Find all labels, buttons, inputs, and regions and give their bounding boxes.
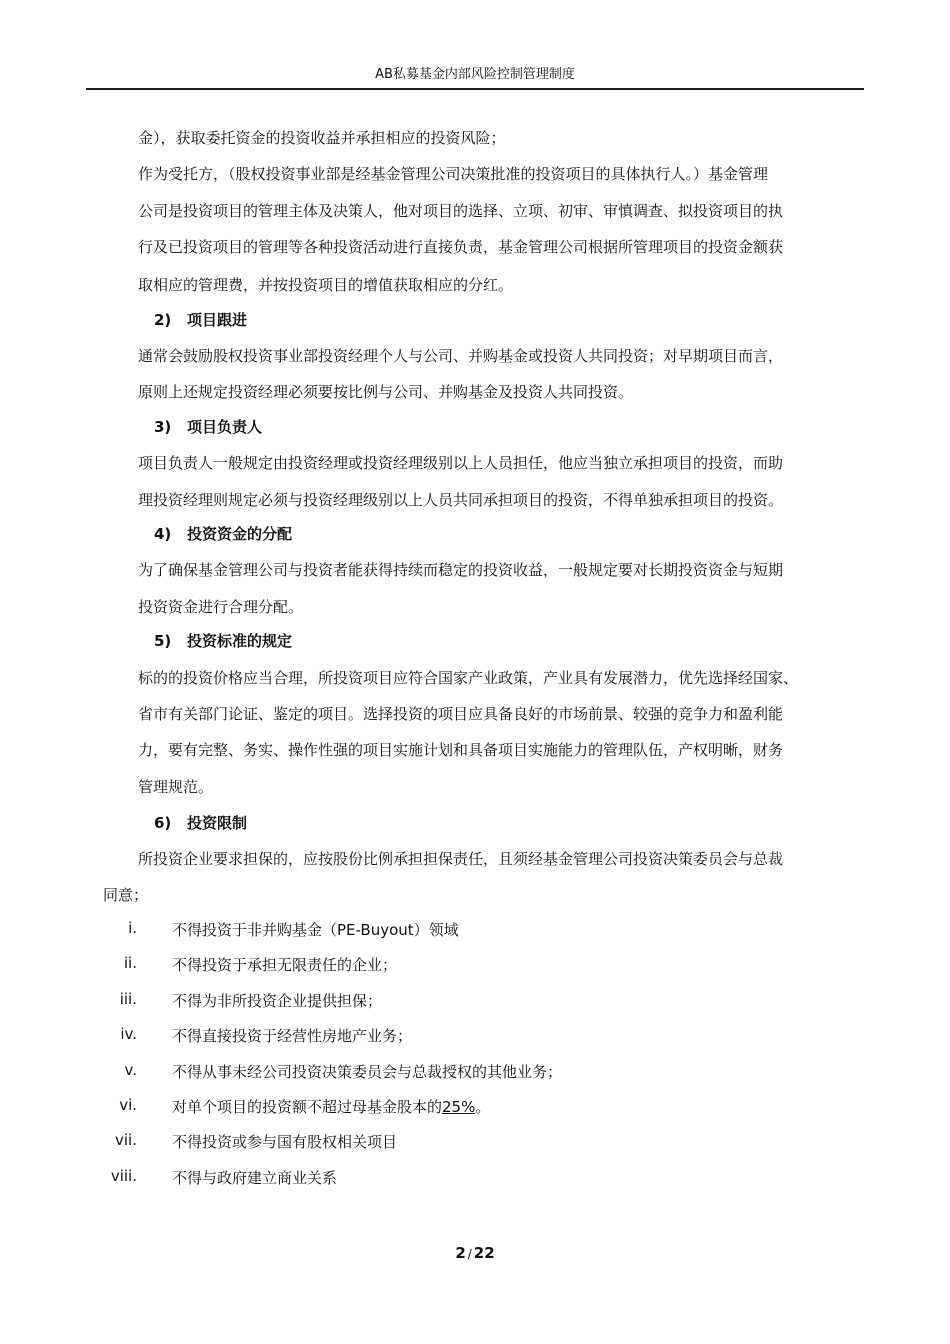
section-number: 3) [154, 418, 172, 436]
current-page-number: 2 [455, 1244, 466, 1262]
section-title: 投资标准的规定 [187, 632, 293, 650]
paragraph-line: 力，要有完整、务实、操作性强的项目实施计划和具备项目实施能力的管理队伍，产权明晰，财务 [138, 741, 784, 759]
paragraph-line: 公司是投资项目的管理主体及决策人，他对项目的选择、立项、初审、审慎调查、拟投资项目的执 [138, 202, 784, 220]
section-heading [154, 523, 292, 544]
section-number: 5) [154, 632, 172, 650]
section-title: 投资限制 [187, 814, 248, 832]
total-page-count: 22 [473, 1244, 495, 1262]
document-title: AB私募基金内部风险控制管理制度 [375, 67, 575, 82]
list-item: 不得从事未经公司投资决策委员会与总裁授权的其他业务； [172, 1063, 563, 1081]
paragraph-line: 理投资经理则规定必须与投资经理级别以上人员共同承担项目的投资，不得单独承担项目的投资。 [138, 491, 784, 509]
paragraph-line: 投资资金进行合理分配。 [138, 598, 304, 616]
list-item: 不得为非所投资企业提供担保； [172, 992, 383, 1010]
paragraph-line: 管理规范。 [138, 778, 214, 796]
section-heading [154, 416, 262, 437]
paragraph-line: 作为受托方，（股权投资事业部是经基金管理公司决策批准的投资项目的具体执行人。）基金管理 [138, 165, 769, 183]
list-item-number: iv. [120, 1025, 137, 1043]
list-item: 不得投资于承担无限责任的企业； [172, 956, 398, 974]
section-heading [154, 630, 292, 651]
list-item-number: i. [128, 919, 137, 937]
list-item [172, 1096, 490, 1117]
list-item-number: vii. [115, 1131, 137, 1149]
paragraph-line: 原则上还规定投资经理必须要按比例与公司、并购基金及投资人共同投资。 [138, 383, 634, 401]
paragraph-line: 项目负责人一般规定由投资经理或投资经理级别以上人员担任，他应当独立承担项目的投资，而助 [138, 454, 784, 472]
paragraph-line: 行及已投资项目的管理等各种投资活动进行直接负责，基金管理公司根据所管理项目的投资金额获 [138, 238, 784, 256]
paragraph-line: 省市有关部门论证、鉴定的项目。选择投资的项目应具备良好的市场前景、较强的竞争力和盈利能 [138, 705, 784, 723]
section-title: 项目跟进 [187, 311, 248, 329]
list-item-number: ii. [123, 954, 137, 972]
paragraph-line: 为了确保基金管理公司与投资者能获得持续而稳定的投资收益，一般规定要对长期投资资金与短期 [138, 561, 784, 579]
list-item: 不得投资于非并购基金（PE-Buyout）领域 [172, 921, 459, 939]
section-number: 4) [154, 525, 172, 543]
section-title: 投资资金的分配 [187, 525, 293, 543]
section-heading [154, 812, 247, 833]
paragraph-line: 通常会鼓励股权投资事业部投资经理个人与公司、并购基金或投资人共同投资；对早期项目而言， [138, 347, 784, 365]
list-item-text: 。 [475, 1098, 491, 1116]
paragraph-line: 所投资企业要求担保的，应按股份比例承担担保责任，且须经基金管理公司投资决策委员会与总裁 [138, 850, 784, 868]
list-item-number: viii. [110, 1167, 137, 1185]
section-title: 项目负责人 [187, 418, 263, 436]
list-item-number: vi. [119, 1096, 137, 1114]
section-number: 2) [154, 311, 172, 329]
percentage-value: 25% [442, 1098, 476, 1116]
list-item: 不得投资或参与国有股权相关项目 [172, 1133, 398, 1151]
paragraph-line: 取相应的管理费，并按投资项目的增值获取相应的分红。 [138, 276, 514, 294]
section-number: 6) [154, 814, 172, 832]
page-separator: / [467, 1247, 472, 1261]
list-item: 不得直接投资于经营性房地产业务； [172, 1027, 413, 1045]
section-heading [154, 309, 247, 330]
paragraph-line: 金），获取委托资金的投资收益并承担相应的投资风险； [138, 129, 506, 147]
page-footer [0, 1244, 950, 1262]
page-header [86, 64, 864, 90]
paragraph-line: 标的的投资价格应当合理，所投资项目应符合国家产业政策，产业具有发展潜力，优先选择经国家、 [138, 669, 799, 687]
list-item: 不得与政府建立商业关系 [172, 1169, 338, 1187]
paragraph-line: 同意； [103, 886, 149, 904]
list-item-number: iii. [119, 990, 137, 1008]
list-item-text: 对单个项目的投资额不超过母基金股本的 [172, 1098, 443, 1116]
list-item-number: v. [124, 1061, 137, 1079]
